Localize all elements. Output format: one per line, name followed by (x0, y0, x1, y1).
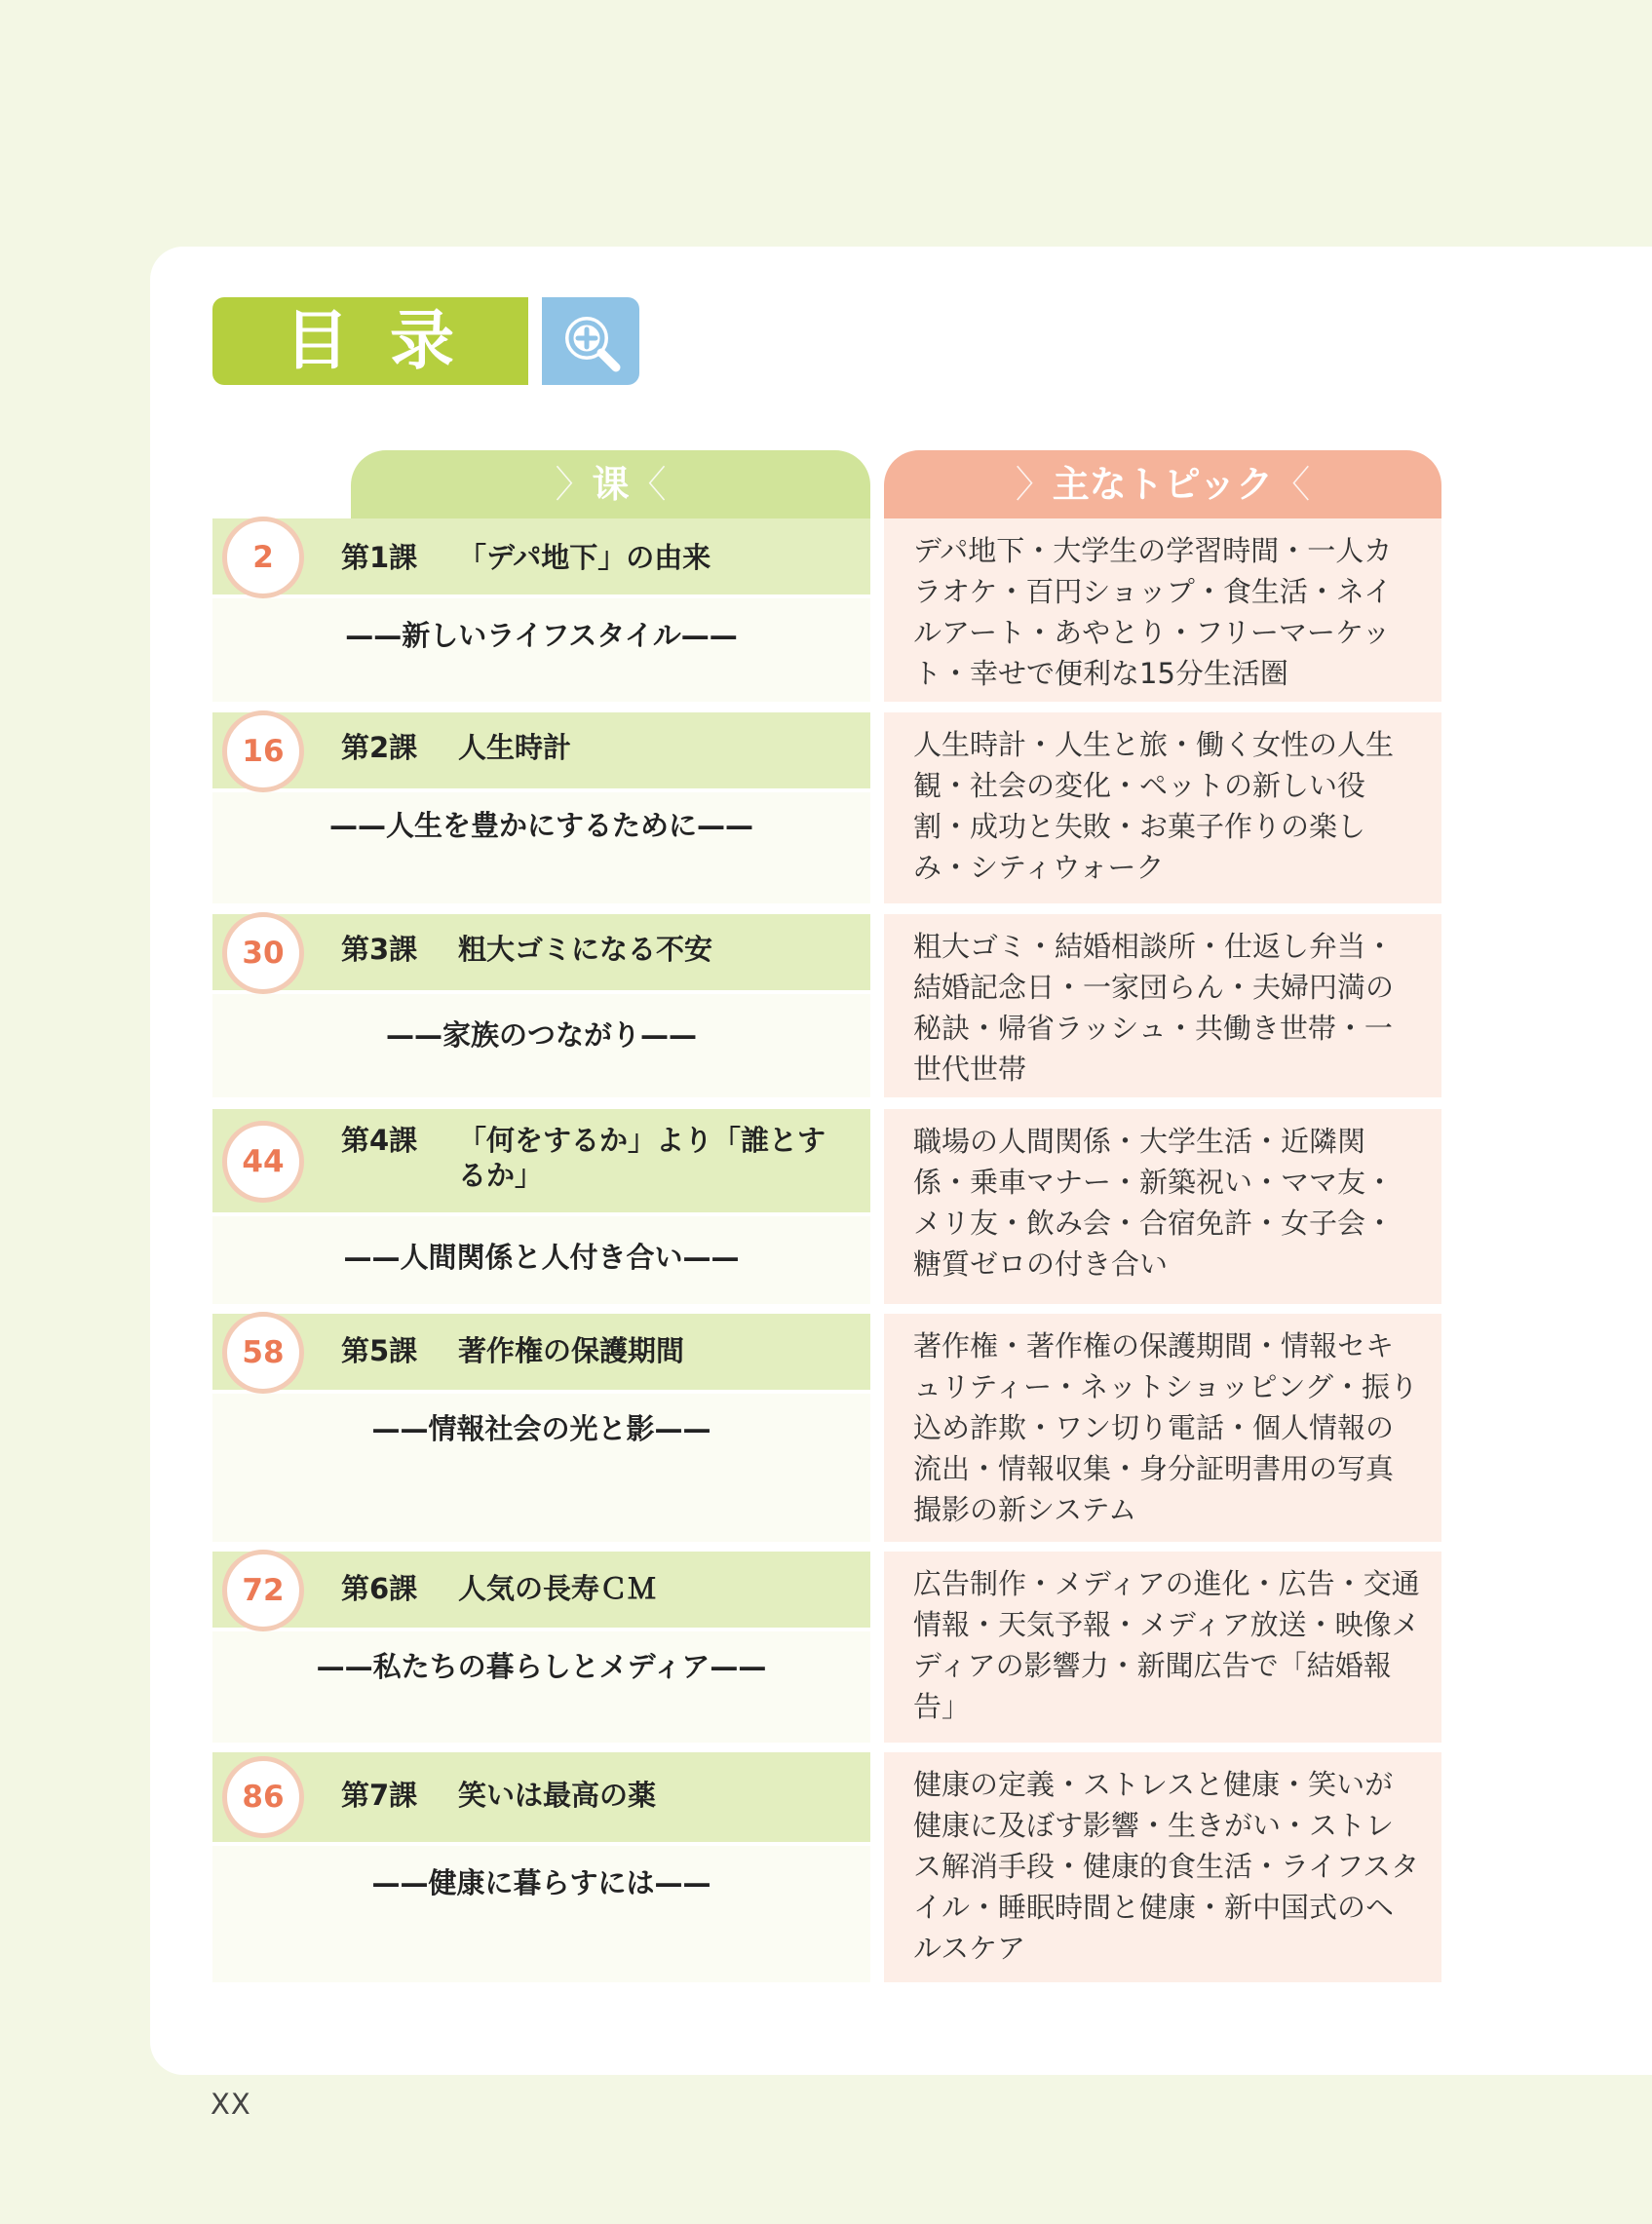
topics-cell-6: 広告制作・メディアの進化・広告・交通情報・天気予報・メディア放送・映像メディアの影響力・新聞広告で「結婚報告」 (884, 1552, 1441, 1743)
lesson-title (341, 1571, 867, 1606)
lesson-row-4[interactable] (212, 1109, 870, 1304)
page-badge: 44 (222, 1121, 304, 1203)
topics-cell-4: 職場の人間関係・大学生活・近隣関係・乗車マナー・新築祝い・ママ友・メリ友・飲み会・合宿免許・女子会・糖質ゼロの付き合い (884, 1109, 1441, 1304)
page-badge: 58 (222, 1312, 304, 1394)
lesson-number: 第3課 (341, 933, 418, 966)
topic-column-label: 主なトピック (1052, 463, 1274, 506)
lesson-row-3[interactable] (212, 914, 870, 1097)
lesson-name: 人気の長寿ＣＭ (458, 1572, 657, 1605)
lesson-row-5[interactable] (212, 1314, 870, 1542)
lesson-title (341, 1333, 867, 1368)
lesson-subtitle: ——健康に暮らすには—— (371, 1866, 711, 1899)
lesson-row-1[interactable] (212, 518, 870, 702)
lesson-name: 「何をするか」より「誰とするか」 (458, 1124, 826, 1192)
topics-cell-7: 健康の定義・ストレスと健康・笑いが健康に及ぼす影響・生きがい・ストレス解消手段・健康的食生活・ライフスタイル・睡眠時間と健康・新中国式のヘルスケア (884, 1752, 1441, 1982)
page-badge: 30 (222, 912, 304, 994)
lesson-subtitle: ——情報社会の光と影—— (371, 1412, 711, 1445)
zoom-search-button[interactable] (542, 297, 639, 385)
lesson-title (341, 540, 867, 575)
lesson-name: 笑いは最高の薬 (458, 1779, 657, 1812)
page-badge: 16 (222, 710, 304, 792)
lesson-number: 第2課 (341, 731, 418, 764)
lesson-subtitle: ——私たちの暮らしとメディア—— (316, 1650, 767, 1683)
lesson-row-2[interactable] (212, 712, 870, 903)
lesson-title (341, 730, 867, 765)
lesson-number: 第5課 (341, 1334, 418, 1367)
lesson-row-7[interactable] (212, 1752, 870, 1982)
lesson-name: 「デパ地下」の由来 (458, 541, 711, 574)
lesson-number: 第1課 (341, 541, 418, 574)
lesson-name: 粗大ゴミになる不安 (458, 933, 713, 966)
lesson-row-6[interactable] (212, 1552, 870, 1743)
topics-cell-1: デパ地下・大学生の学習時間・一人カラオケ・百円ショップ・食生活・ネイルアート・あやとり・フリーマーケット・幸せで便利な15分生活圏 (884, 518, 1441, 702)
lesson-title (341, 932, 867, 967)
page-badge: 86 (222, 1756, 304, 1838)
topics-cell-3: 粗大ゴミ・結婚相談所・仕返し弁当・結婚記念日・一家団らん・夫婦円満の秘訣・帰省ラッシュ・共働き世帯・一世代世帯 (884, 914, 1441, 1097)
lesson-title (341, 1123, 828, 1193)
lesson-name: 人生時計 (458, 731, 572, 764)
lesson-name: 著作権の保護期間 (458, 1334, 685, 1367)
lesson-subtitle: ——人間関係と人付き合い—— (343, 1241, 740, 1274)
toc-title: 目录 (212, 297, 528, 385)
lesson-subtitle: ——新しいライフスタイル—— (345, 619, 738, 652)
lesson-column-header: 〉课〈 (351, 450, 870, 518)
lesson-subtitle: ——家族のつながり—— (385, 1018, 697, 1052)
lesson-column-label: 课 (592, 463, 630, 506)
lesson-title (341, 1778, 867, 1813)
page-badge: 2 (222, 517, 304, 598)
page-number: XX (211, 2088, 251, 2121)
lesson-subtitle: ——人生を豊かにするために—— (328, 809, 753, 842)
topics-cell-5: 著作権・著作権の保護期間・情報セキュリティー・ネットショッピング・振り込め詐欺・ワン切り電話・個人情報の流出・情報収集・身分証明書用の写真撮影の新システム (884, 1314, 1441, 1542)
topic-column-header: 〉主なトピック〈 (884, 450, 1441, 518)
zoom-in-icon (557, 309, 624, 375)
topics-cell-2: 人生時計・人生と旅・働く女性の人生観・社会の変化・ペットの新しい役割・成功と失敗・お菓子作りの楽しみ・シティウォーク (884, 712, 1441, 903)
page-badge: 72 (222, 1550, 304, 1631)
lesson-number: 第7課 (341, 1779, 418, 1812)
lesson-number: 第6課 (341, 1572, 418, 1605)
lesson-number: 第4課 (341, 1124, 418, 1157)
